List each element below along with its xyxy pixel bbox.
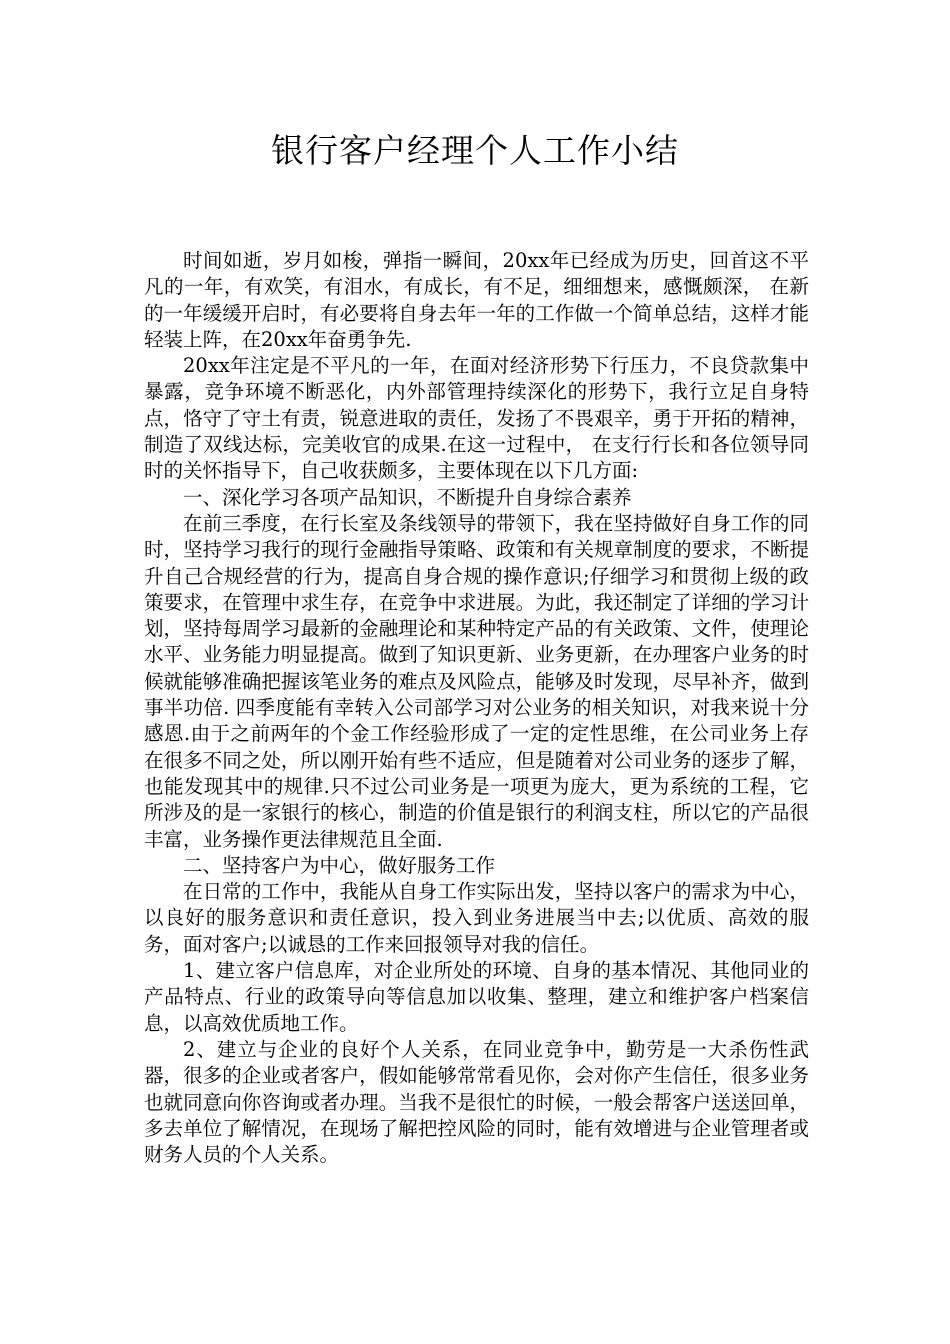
paragraph-service: 在日常的工作中，我能从自身工作实际出发，坚持以客户的需求为中心，以良好的服务意识和责任意识，投入到业务进展当中去;以优质、高效的服务，面对客户;以诚恳的工作来回报领导对我的信任。 [144, 880, 809, 956]
section-heading-1: 一、深化学习各项产品知识，不断提升自身综合素养 [183, 485, 632, 509]
document-body [144, 248, 809, 1168]
paragraph-intro: 时间如逝，岁月如梭，弹指一瞬间，20xx年已经成为历史，回首这不平凡的一年，有欢笑，有泪水，有成长，有不足，细细想来，感慨颇深， 在新的一年缓缓开启时，有必要将自身去年一年的工作做一个简单总结，这样才能轻装上阵，在20xx年奋勇争先. [144, 249, 809, 351]
paragraph-year-overview: 20xx年注定是不平凡的一年，在面对经济形势下行压力，不良贷款集中暴露，竞争环境不断恶化，内外部管理持续深化的形势下，我行立足自身特点，恪守了守土有责，锐意进取的责任，发扬了不畏艰辛，勇于开拓的精神，制造了双线达标，完美收官的成果.在这一过程中， 在支行行长和各位领导同时的关怀指导下，自己收获颇多，主要体现在以下几方面: [144, 354, 809, 483]
document-title: 银行客户经理个人工作小结 [271, 131, 679, 170]
section-heading-2: 二、坚持客户为中心，做好服务工作 [183, 853, 496, 877]
paragraph-item-1: 1、建立客户信息库，对企业所处的环境、自身的基本情况、其他同业的产品特点、行业的政策导向等信息加以收集、整理，建立和维护客户档案信息，以高效优质地工作。 [144, 959, 809, 1035]
paragraph-item-2: 2、建立与企业的良好个人关系，在同业竞争中，勤劳是一大杀伤性武器，很多的企业或者客户，假如能够常常看见你，会对你产生信任，很多业务也就同意向你咨询或者办理。当我不是很忙的时候，一般会帮客户送送回单，多去单位了解情况，在现场了解把控风险的同时，能有效增进与企业管理者或财务人员的个人关系。 [144, 1037, 809, 1167]
paragraph-learning: 在前三季度，在行长室及条线领导的带领下，我在坚持做好自身工作的同时，坚持学习我行的现行金融指导策略、政策和有关规章制度的要求，不断提升自己合规经营的行为，提高自身合规的操作意识;仔细学习和贯彻上级的政策要求，在管理中求生存，在竞争中求进展。为此，我还制定了详细的学习计划，坚持每周学习最新的金融理论和某种特定产品的有关政策、文件，使理论水平、业务能力明显提高。做到了知识更新、业务更新，在办理客户业务的时候就能够准确把握该笔业务的难点及风险点，能够及时发现，尽早补齐，做到事半功倍. 四季度能有幸转入公司部学习对公业务的相关知识，对我来说十分感恩.由于之前两年的个金工作经验形成了一定的定性思维，在公司业务上存在很多不同之处，所以刚开始有些不适应，但是随着对公司业务的逐步了解，也能发现其中的规律.只不过公司业务是一项更为庞大，更为系统的工程，它所涉及的是一家银行的核心，制造的价值是银行的利润支柱，所以它的产品很丰富，业务操作更法律规范且全面. [144, 511, 809, 851]
